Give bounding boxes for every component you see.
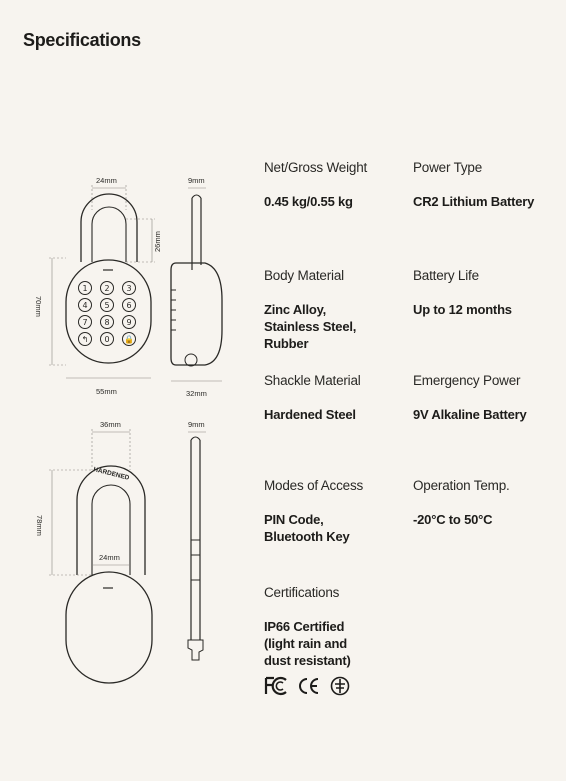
keypad-key-label: 2 <box>104 284 110 293</box>
dim-body-width: 55mm <box>96 387 117 396</box>
keypad-key-label: 8 <box>104 318 110 327</box>
keypad-key-label: 9 <box>126 318 132 327</box>
page-title: Specifications <box>23 30 141 50</box>
dim-body-height: 70mm <box>34 296 43 317</box>
long-shackle-front-drawing <box>66 466 152 683</box>
dim-side-depth: 32mm <box>186 389 207 398</box>
certification-icons <box>264 676 350 696</box>
long-shackle-side-drawing <box>188 437 203 660</box>
spec-certifications <box>264 585 414 669</box>
spec-value: Up to 12 months <box>413 302 512 317</box>
spec-label: Body Material <box>264 268 344 283</box>
spec-battery-life <box>413 268 563 318</box>
keypad-key-label: 6 <box>126 301 132 310</box>
keypad-key-label: 🔒 <box>124 335 134 344</box>
dim-shackle-height: 26mm <box>153 231 162 252</box>
spec-value: 0.45 kg/0.55 kg <box>264 194 353 209</box>
side-view-drawing <box>171 195 222 366</box>
keypad-key-label: ↰ <box>81 335 89 344</box>
spec-shackle-material <box>264 373 414 423</box>
keypad-key-label: 1 <box>82 284 88 293</box>
spec-operation-temp <box>413 478 563 528</box>
spec-label: Emergency Power <box>413 373 521 388</box>
spec-net-gross-weight <box>264 160 414 210</box>
spec-label: Certifications <box>264 585 340 600</box>
spec-value: 9V Alkaline Battery <box>413 407 527 422</box>
spec-label: Net/Gross Weight <box>264 160 368 175</box>
dim-front-width-top: 24mm <box>96 176 117 185</box>
keypad-drawing <box>79 282 136 346</box>
dim-long-height: 78mm <box>35 515 44 536</box>
rcm-icon <box>330 676 350 696</box>
spec-body-material <box>264 268 414 352</box>
spec-value: PIN Code, Bluetooth Key <box>264 512 350 544</box>
spec-value: CR2 Lithium Battery <box>413 194 535 209</box>
keypad-key-label: 5 <box>104 301 110 310</box>
spec-label: Power Type <box>413 160 483 175</box>
keypad-key-label: 7 <box>82 318 88 327</box>
dim-long-side: 9mm <box>188 420 205 429</box>
ce-icon <box>297 676 321 696</box>
spec-label: Modes of Access <box>264 478 364 493</box>
dim-long-inner: 24mm <box>99 553 120 562</box>
spec-power-type <box>413 160 563 210</box>
spec-value: IP66 Certified (light rain and dust resistant) <box>264 619 351 668</box>
spec-value: Hardened Steel <box>264 407 356 422</box>
keypad-key-label: 4 <box>82 301 88 310</box>
spec-label: Operation Temp. <box>413 478 510 493</box>
shackle-engraving: HARDENED <box>92 466 130 482</box>
spec-label: Battery Life <box>413 268 479 283</box>
keypad-key-label: 0 <box>104 335 110 344</box>
fc-icon <box>264 676 288 696</box>
keypad-key-label: 3 <box>126 284 132 293</box>
dim-side-shackle: 9mm <box>188 176 205 185</box>
spec-value: -20°C to 50°C <box>413 512 493 527</box>
spec-emergency-power <box>413 373 563 423</box>
dim-long-width: 36mm <box>100 420 121 429</box>
spec-value: Zinc Alloy, Stainless Steel, Rubber <box>264 302 357 351</box>
spec-label: Shackle Material <box>264 373 361 388</box>
spec-modes-of-access <box>264 478 414 545</box>
